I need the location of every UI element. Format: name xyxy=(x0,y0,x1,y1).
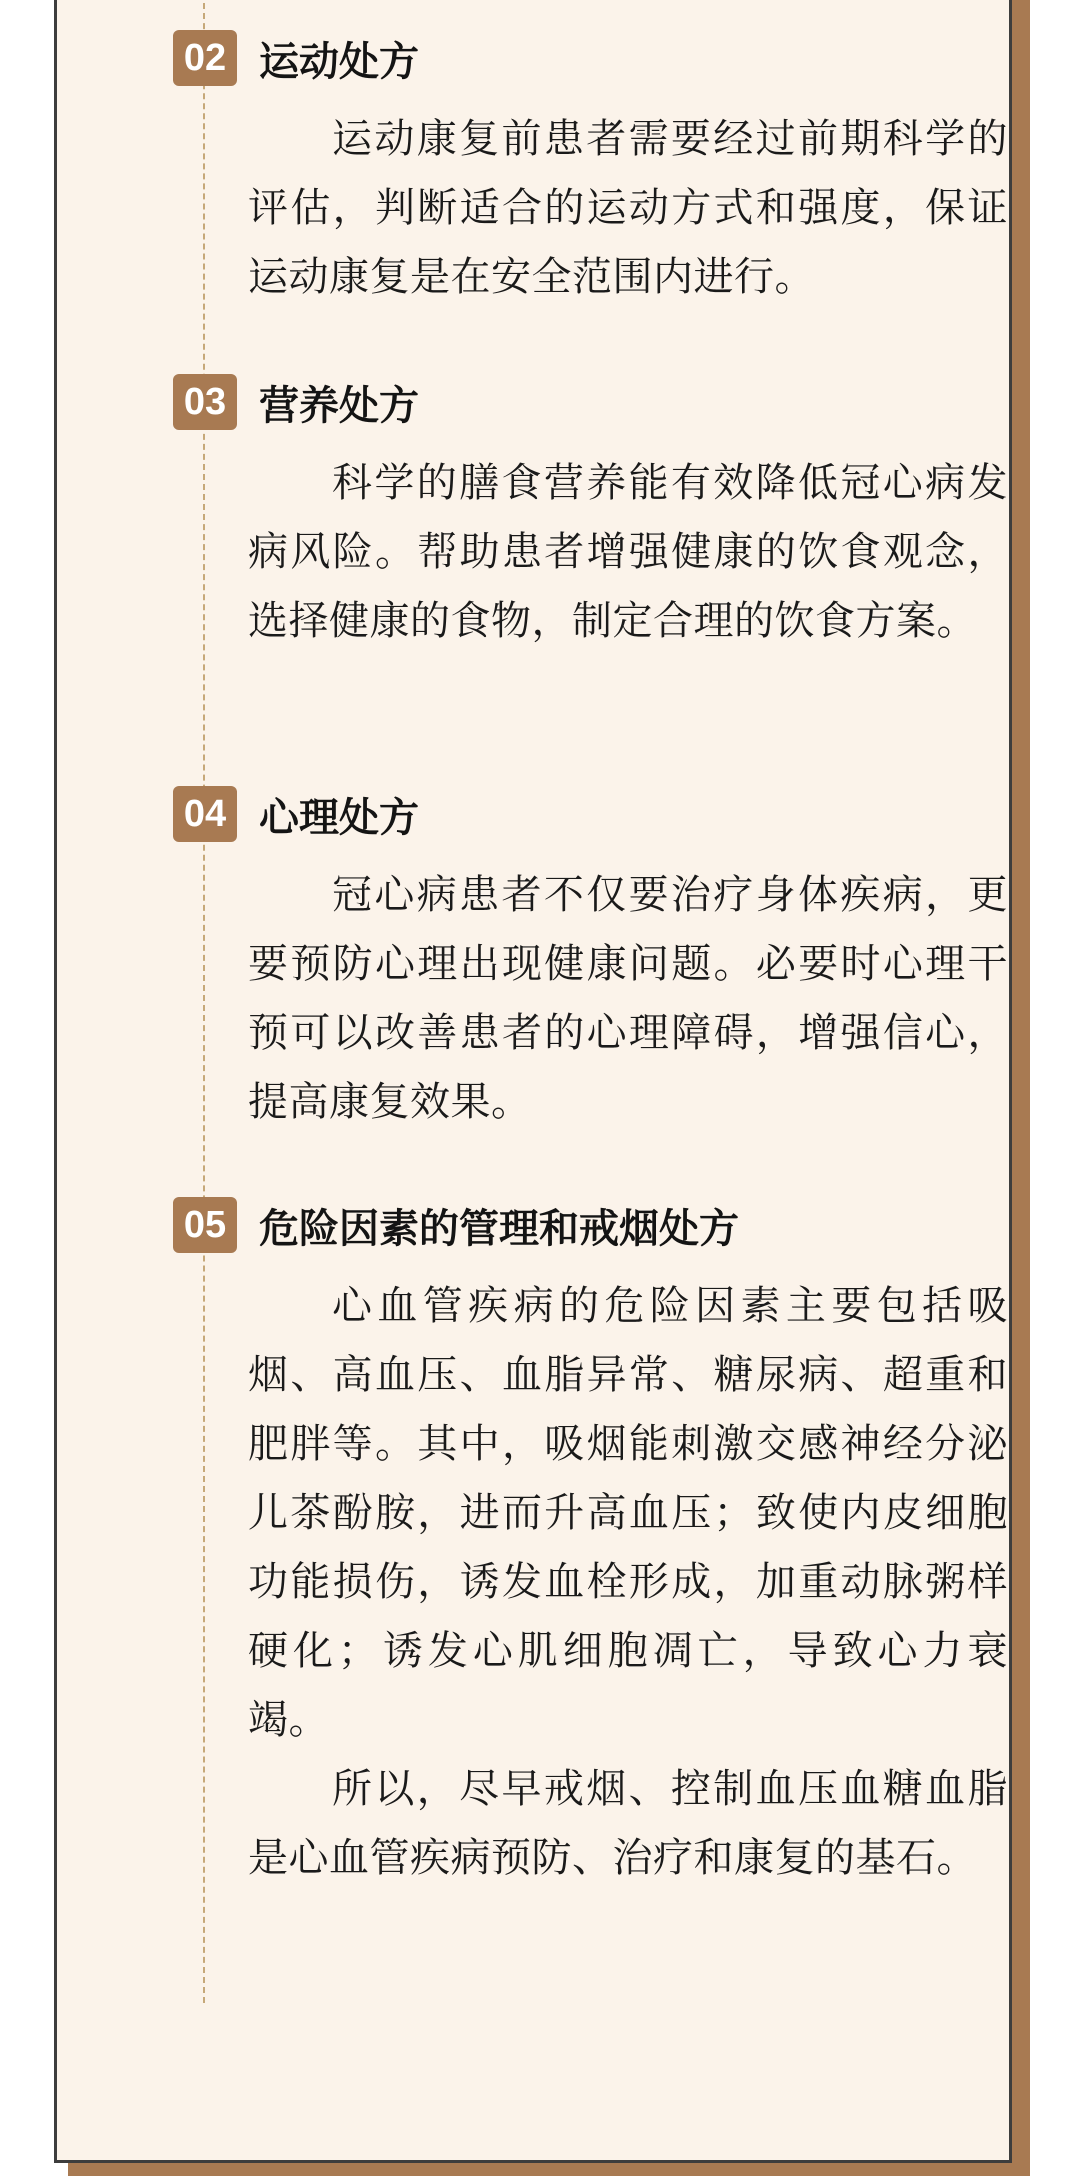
section-title: 营养处方 xyxy=(259,382,419,429)
section-header xyxy=(173,30,1015,86)
section-nutrition-prescription xyxy=(173,374,1015,656)
section-paragraph: 运动康复前患者需要经过前期科学的评估，判断适合的运动方式和强度，保证运动康复是在安全范围内进行。 xyxy=(248,116,1008,300)
section-paragraph: 科学的膳食营养能有效降低冠心病发病风险。帮助患者增强健康的饮食观念，选择健康的食物，制定合理的饮食方案。 xyxy=(248,460,1008,644)
section-paragraph: 所以，尽早戒烟、控制血压血糖血脂是心血管疾病预防、治疗和康复的基石。 xyxy=(248,1766,1008,1881)
section-exercise-prescription xyxy=(173,30,1015,312)
section-paragraph: 冠心病患者不仅要治疗身体疾病，更要预防心理出现健康问题。必要时心理干预可以改善患者的心理障碍，增强信心，提高康复效果。 xyxy=(248,872,1008,1125)
section-title: 危险因素的管理和戒烟处方 xyxy=(259,1205,739,1252)
section-header xyxy=(173,1197,1015,1253)
section-header xyxy=(173,786,1015,842)
section-title: 运动处方 xyxy=(259,38,419,85)
section-number-badge: 03 xyxy=(173,374,237,430)
section-risk-factor-and-smoking-cessation xyxy=(173,1197,1015,1893)
section-number-badge: 02 xyxy=(173,30,237,86)
section-paragraph: 心血管疾病的危险因素主要包括吸烟、高血压、血脂异常、糖尿病、超重和肥胖等。其中，吸烟能刺激交感神经分泌儿茶酚胺，进而升高血压；致使内皮细胞功能损伤，诱发血栓形成，加重动脉粥样硬化；诱发心肌细胞凋亡，导致心力衰竭。 xyxy=(248,1283,1008,1743)
section-number-badge: 04 xyxy=(173,786,237,842)
section-psychological-prescription xyxy=(173,786,1015,1137)
section-number-badge: 05 xyxy=(173,1197,237,1253)
content-card xyxy=(54,0,1012,2163)
section-title: 心理处方 xyxy=(259,794,419,841)
section-header xyxy=(173,374,1015,430)
